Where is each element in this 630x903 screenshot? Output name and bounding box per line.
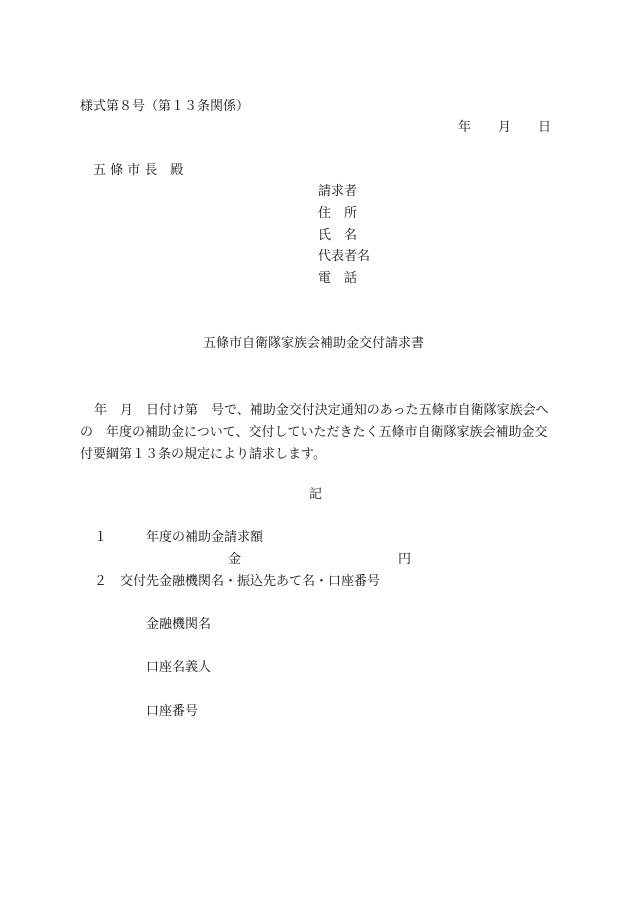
body-paragraph: 年 月 日付け第 号で、補助金交付決定通知のあった五條市自衛隊家族会への 年度の補助金について、交付していただきたく五條市自衛隊家族会補助金交付要綱第１３条の規定により請求します。	[80, 403, 549, 462]
item-1-label: 年度の補助金請求額	[146, 530, 264, 545]
amount-prefix: 金	[228, 552, 242, 567]
addressee: 五 條 市 長 殿	[93, 163, 184, 178]
requester-representative-label: 代表者名	[318, 249, 371, 264]
form-number: 様式第８号（第１３条関係）	[80, 99, 250, 114]
ki-heading: 記	[309, 487, 323, 502]
date-day: 日	[538, 120, 552, 135]
requester-heading: 請求者	[318, 184, 358, 199]
bank-account-number-label: 口座番号	[146, 704, 199, 719]
bank-account-holder-label: 口座名義人	[146, 660, 212, 675]
document-title: 五條市自衛隊家族会補助金交付請求書	[203, 336, 425, 351]
date-month: 月	[498, 120, 512, 135]
item-2-number: ２	[94, 574, 108, 589]
requester-address-label: 住 所	[318, 206, 358, 221]
amount-unit: 円	[398, 552, 412, 567]
requester-name-label: 氏 名	[318, 228, 358, 243]
requester-phone-label: 電 話	[318, 271, 358, 286]
date-year: 年	[458, 120, 472, 135]
item-2-label: 交付先金融機関名・振込先あて名・口座番号	[120, 574, 381, 589]
bank-institution-label: 金融機関名	[146, 617, 212, 632]
item-1-number: １	[94, 530, 108, 545]
